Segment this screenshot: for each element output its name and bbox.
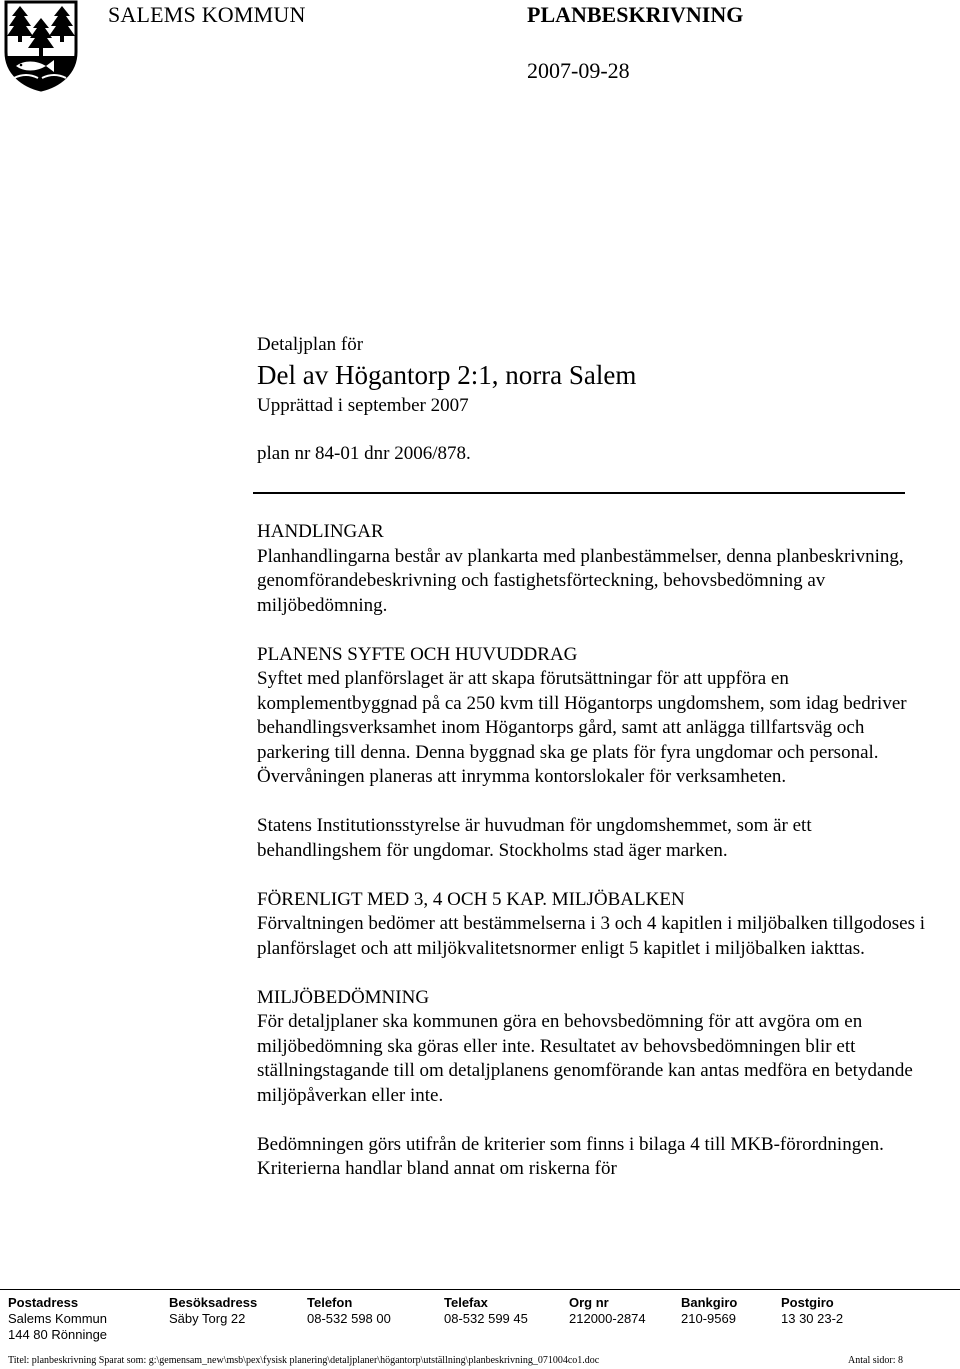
paragraph-gap xyxy=(257,790,927,815)
section-heading: MILJÖBEDÖMNING xyxy=(257,986,430,1008)
footer-divider xyxy=(0,1289,960,1290)
plan-number: plan nr 84-01 dnr 2006/878. xyxy=(257,443,471,464)
paragraph-gap xyxy=(257,863,927,888)
page-title: Del av Högantorp 2:1, norra Salem xyxy=(257,360,637,390)
footer-col-telefax xyxy=(444,1295,528,1327)
footer-value: Salems Kommun xyxy=(8,1311,107,1326)
footer-col-besoksadress xyxy=(169,1295,257,1327)
title-intro: Detaljplan för xyxy=(257,334,364,355)
section-paragraph: Planhandlingarna består av plankarta med planbestämmelser, denna planbeskrivning, genomförandebeskrivning och fastighetsförteckning, behovsbedömning av miljöbedömning. xyxy=(257,545,904,616)
footer-col-postgiro xyxy=(781,1295,843,1327)
footer-label: Telefon xyxy=(307,1295,353,1310)
footer-col-bankgiro xyxy=(681,1295,737,1327)
footer-value: Säby Torg 22 xyxy=(169,1311,246,1326)
section-paragraph: Bedömningen görs utifrån de kriterier som finns i bilaga 4 till MKB-förordningen. Kriterierna handlar bland annat om riskerna för xyxy=(257,1133,884,1179)
paragraph-gap xyxy=(257,961,927,986)
document-body xyxy=(257,520,927,1182)
section-miljobedomning xyxy=(257,986,927,1182)
paragraph-gap xyxy=(257,1108,927,1133)
footer-label: Postgiro xyxy=(781,1295,834,1310)
footer-label: Org nr xyxy=(569,1295,609,1310)
footer-col-orgnr xyxy=(569,1295,646,1327)
footer-value: 08-532 599 45 xyxy=(444,1311,528,1326)
section-paragraph: För detaljplaner ska kommunen göra en behovsbedömning för att avgöra om en miljöbedömning ska göras eller inte. Resultatet av behovsbedömningen blir ett ställningstagande till om detaljplanens genomförande kan antas medföra en betydande miljöpåverkan eller inte. xyxy=(257,1011,913,1106)
title-subtitle: Upprättad i september 2007 xyxy=(257,395,469,416)
coat-of-arms-logo xyxy=(2,0,80,92)
section-paragraph: Förvaltningen bedömer att bestämmelserna i 3 och 4 kapitlen i miljöbalken tillgodoses i planförslaget och att miljökvalitetsnormer enligt 5 kapitlet i miljöbalken iakttas. xyxy=(257,913,926,959)
footer-value: 08-532 598 00 xyxy=(307,1311,391,1326)
footer-col-telefon xyxy=(307,1295,391,1327)
footer-value: 212000-2874 xyxy=(569,1311,646,1326)
footer-label: Telefax xyxy=(444,1295,488,1310)
section-paragraph: Statens Institutionsstyrelse är huvudman för ungdomshemmet, som är ett behandlingshem för ungdomar. Stockholms stad äger marken. xyxy=(257,815,812,861)
section-heading: FÖRENLIGT MED 3, 4 OCH 5 KAP. MILJÖBALKEN xyxy=(257,888,685,910)
section-handlingar xyxy=(257,520,927,618)
section-paragraph: Syftet med planförslaget är att skapa förutsättningar för att uppföra en komplementbyggnad på ca 250 kvm till Högantorps ungdomshem, som idag bedriver behandlingsverksamhet inom Högantorps gård, samt att anlägga tillfartsväg och parkering till denna. Denna byggnad ska ge plats för fyra ungdomar och personal. Övervåningen planeras att inrymma kontorslokaler för verksamheten. xyxy=(257,668,907,787)
title-divider xyxy=(253,492,905,494)
footer-value: 13 30 23-2 xyxy=(781,1311,844,1326)
file-info: Titel: planbeskrivning Sparat som: g:\gemensam_new\msb\pex\fysisk planering\detaljplaner\högantorp\utställning\planbeskrivning_071004co1.doc xyxy=(8,1355,600,1366)
footer-col-postadress xyxy=(8,1295,107,1343)
footer-value: 144 80 Rönninge xyxy=(8,1327,108,1342)
organization-name: SALEMS KOMMUN xyxy=(108,2,306,27)
footer-value: 210-9569 xyxy=(681,1311,736,1326)
footer-label: Besöksadress xyxy=(169,1295,258,1310)
page-count: Antal sidor: 8 xyxy=(848,1355,903,1366)
section-heading: PLANENS SYFTE OCH HUVUDDRAG xyxy=(257,643,578,665)
section-planens-syfte xyxy=(257,643,927,864)
footer-label: Postadress xyxy=(8,1295,79,1310)
document-date: 2007-09-28 xyxy=(527,58,630,83)
footer-label: Bankgiro xyxy=(681,1295,738,1310)
document-type: PLANBESKRIVNING xyxy=(527,2,744,27)
paragraph-gap xyxy=(257,618,927,643)
section-heading: HANDLINGAR xyxy=(257,521,384,542)
section-miljobalken xyxy=(257,888,927,962)
